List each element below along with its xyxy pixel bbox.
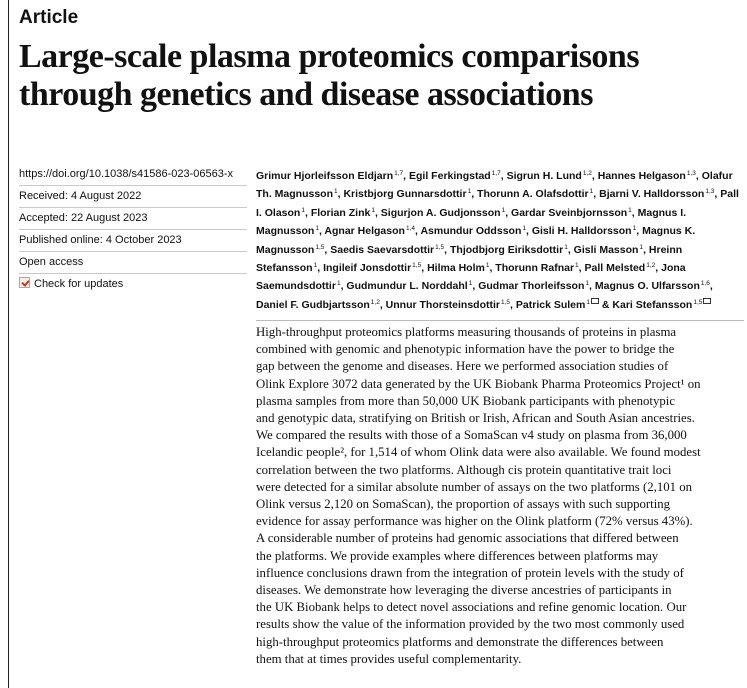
abstract-line: were detected for a similar absolute number of assays on the two platforms (2,101 on	[256, 479, 693, 494]
abstract-line: correlation between the two platforms. Although cis protein quantitative trait loci	[256, 462, 672, 477]
check-for-updates-link[interactable]	[19, 274, 247, 296]
author-name: Pall I. Olason	[256, 188, 739, 219]
author-affiliation: 1,4	[405, 225, 415, 233]
author[interactable]	[574, 244, 643, 256]
author-affiliation: 1,5	[435, 243, 445, 251]
author-affiliation: 1,6	[700, 280, 710, 288]
abstract-line: plasma samples from more than 50,000 UK Biobank participants with phenotypic	[256, 393, 676, 408]
author-name: Kristbjorg Gunnarsdottir	[343, 188, 467, 201]
author-affiliation: 1,2	[582, 170, 592, 177]
author[interactable]	[346, 280, 472, 292]
author-name: Patrick Sulem	[515, 298, 586, 311]
author[interactable]	[477, 188, 593, 200]
author[interactable]	[381, 207, 505, 219]
abstract	[256, 324, 744, 668]
author-affiliation: 1	[315, 225, 319, 233]
author-affiliation: 1	[334, 188, 338, 196]
author-name: Grimur Hjorleifsson Eldjarn	[256, 170, 394, 182]
author-name: Hreinn Stefansson	[256, 243, 683, 275]
author-affiliation: 1,5	[693, 298, 703, 306]
author[interactable]	[495, 262, 578, 274]
abstract-line: the UK Biobank helps to detect novel associations and refine genomic location. Our	[256, 600, 687, 615]
author[interactable]	[585, 262, 656, 274]
author-affiliation: 1	[522, 225, 526, 233]
published-date: Published online: 4 October 2023	[19, 230, 247, 252]
author-name: Gisli H. Halldorsson	[531, 225, 632, 238]
author[interactable]	[595, 280, 710, 292]
author-name: Sigrun H. Lund	[506, 170, 582, 182]
author-name: Saedis Saevarsdottir	[330, 243, 435, 256]
author[interactable]	[598, 170, 696, 182]
author-name: Ingileif Jonsdottir	[323, 262, 412, 275]
author[interactable]	[507, 170, 592, 182]
abstract-line: and genotypic data, stratifying on British or Irish, African and South Asian ancestries.	[256, 411, 695, 426]
author-name: Magnus O. Ulfarsson	[594, 280, 700, 293]
article-type-label: Article	[19, 7, 79, 28]
abstract-line: We compared the results with those of a SomaScan v4 study on plasma from 36,000	[256, 428, 687, 443]
author-name: Gudmundur L. Norddahl	[346, 280, 468, 293]
abstract-line: the platforms. We provide examples where differences between platforms may	[256, 548, 659, 563]
author[interactable]	[420, 225, 526, 237]
author-name: Asmundur Oddsson	[420, 225, 522, 238]
author-name: Magnus K. Magnusson	[256, 225, 696, 256]
abstract-line: High-throughput proteomics platforms measuring thousands of proteins in plasma	[256, 325, 677, 339]
author-list: Grimur Hjorleifsson Eldjarn$^{1,7}$, Egil Ferkingstad$^{1,7}$, Sigrun H. Lund$^{1,2}$, Hannes Helgason$^{1,3}$, Olafur Th. Magnusson$^1$, Kristbjorg Gunnarsdottir$^1$, Thorunn A. Olafsdottir$^1$, Bjarni V. Halldorsson$^{1,3}$, Pall I. Olason$^1$, Florian Zink$^1$, Sigurjon A. Gudjonsson$^1$, Gardar Sveinbjornsson$^1$, Magnus I. Magnusson$^1$, Agnar Helgason$^{1,4}$, Asmundur Oddsson$^1$, Gisli H. Halldorsson$^1$, Magnus K. Magnusson$^{1,5}$, Saedis Saevarsdottir$^{1,5}$, Thjodbjorg Eiriksdottir$^1$, Gisli Masson$^1$, Hreinn Stefansson$^1$, Ingileif Jonsdottir$^{1,5}$, Hilma Holm$^1$, Thorunn Rafnar$^1$, Pall Melsted$^{1,2}$, Jona Saemundsdottir$^1$, Gudmundur L. Norddahl$^1$, Gudmar Thorleifsson$^1$, Magnus O. Ulfarsson$^{1,6}$, Daniel F. Gudbjartsson$^{1,2}$, Unnur Thorsteinsdottir$^{1,5}$, Patrick Sulem$^1$ & Kari Stefansson$^{1,5}$	[256, 170, 739, 311]
accepted-date: Accepted: 22 August 2023	[19, 208, 247, 230]
author[interactable]	[311, 207, 375, 219]
abstract-line: combined with genomic and phenotypic information have the power to bridge the	[256, 342, 675, 357]
author-name: Pall Melsted	[584, 262, 646, 275]
author-affiliation: 1	[485, 262, 490, 270]
email-icon[interactable]	[703, 298, 711, 304]
doi-link[interactable]: https://doi.org/10.1038/s41586-023-06563-x	[19, 164, 247, 186]
author-affiliation: 1,3	[705, 188, 715, 196]
author-name: Bjarni V. Halldorsson	[599, 188, 705, 201]
author[interactable]	[599, 188, 714, 200]
author-affiliation: 1,5	[412, 262, 422, 270]
author-affiliation: 1	[313, 262, 318, 270]
author-affiliation: 1	[467, 188, 472, 196]
author-name: Jona Saemundsdottir	[256, 262, 686, 293]
author-name: Hilma Holm	[427, 262, 485, 275]
author-name: Florian Zink	[310, 206, 371, 219]
author-affiliation: 1	[468, 280, 473, 288]
author-affiliation: 1,3	[686, 170, 696, 177]
author-affiliation: 1	[301, 206, 305, 214]
abstract-line: Icelandic people², for 1,514 of whom Olink data were also available. We found modest	[256, 445, 701, 460]
author-name: Gudmar Thorleifsson	[478, 280, 585, 293]
email-icon[interactable]	[591, 298, 599, 304]
abstract-line: A considerable number of proteins had genomic associations that differed between	[256, 531, 679, 546]
abstract-line: diseases. We demonstrate how leveraging the diverse ancestries of participants in	[256, 583, 672, 598]
author-affiliation: 1,7	[491, 170, 501, 177]
author-name: Sigurjon A. Gudjonsson	[380, 206, 501, 219]
abstract-divider	[256, 320, 744, 321]
author[interactable]	[256, 299, 380, 311]
author[interactable]	[386, 299, 510, 311]
abstract-line: evidence for assay performance was higher on the Olink platform (72% versus 43%).	[256, 514, 693, 529]
author-affiliation: 1	[371, 206, 375, 214]
abstract-line: Olink Explore 3072 data generated by the UK Biobank Pharma Proteomics Project¹ on	[256, 376, 701, 391]
author[interactable]	[324, 225, 415, 237]
author-affiliation: 1	[632, 225, 637, 233]
author-affiliation: 1	[585, 280, 590, 288]
article-metadata	[19, 164, 247, 296]
author[interactable]	[612, 299, 711, 311]
abstract-line: high-throughput proteomics platforms and demonstrate the differences between	[256, 634, 664, 649]
author[interactable]	[343, 188, 471, 200]
author-name: Kari Stefansson	[612, 298, 693, 311]
author-affiliation: 1	[639, 243, 644, 251]
author-name: Gardar Sveinbjornsson	[511, 206, 628, 219]
abstract-line: gap between the genome and diseases. Here we performed association studies of	[256, 359, 669, 374]
article-title	[19, 38, 739, 114]
author[interactable]	[323, 262, 421, 274]
author-affiliation: 1	[628, 206, 632, 214]
author-affiliation: 1,5	[315, 243, 325, 251]
author-name: Olafur Th. Magnusson	[256, 170, 733, 201]
author-name: Magnus I. Magnusson	[256, 206, 687, 238]
author-name: Agnar Helgason	[324, 225, 405, 238]
author-affiliation: 1,2	[646, 262, 656, 270]
author-affiliation: 1	[575, 262, 579, 270]
title-line: through genetics and disease associations	[19, 76, 593, 113]
author-affiliation: 1,5	[501, 298, 511, 306]
author[interactable]	[330, 244, 444, 256]
author-name: Thjodbjorg Eiriksdottir	[450, 243, 564, 256]
author[interactable]	[532, 225, 636, 237]
author-affiliation: 1	[336, 280, 341, 288]
author[interactable]	[409, 170, 501, 182]
abstract-line: influence conclusions drawn from the integration of protein levels with the study of	[256, 565, 684, 580]
author[interactable]	[478, 280, 589, 292]
author[interactable]	[511, 207, 632, 219]
author-affiliation: 1	[586, 298, 590, 306]
abstract-line: them that at times provides useful complementarity.	[256, 651, 522, 666]
author-name: Thorunn Rafnar	[495, 262, 575, 275]
author-name: Thorunn A. Olafsdottir	[477, 188, 589, 201]
left-margin-rule	[8, 0, 9, 688]
author-affiliation: 1,2	[370, 298, 380, 306]
author-name: Hannes Helgason	[597, 170, 686, 182]
title-line: Large-scale plasma proteomics comparisons	[19, 38, 640, 75]
author-affiliation: 1	[501, 206, 506, 214]
author[interactable]	[516, 299, 599, 311]
author-affiliation: 1	[564, 243, 568, 251]
abstract-line: Olink versus 2,120 on SomaScan), the proportion of assays with such supporting	[256, 497, 671, 512]
author-affiliation: 1,7	[394, 170, 404, 177]
author-name: Daniel F. Gudbjartsson	[256, 298, 370, 311]
author[interactable]	[427, 262, 489, 274]
received-date: Received: 4 August 2022	[19, 186, 247, 208]
author[interactable]	[450, 244, 568, 256]
check-for-updates-icon	[19, 277, 30, 288]
abstract-line: results show the value of the information provided by the two most commonly used	[256, 617, 685, 632]
open-access-label: Open access	[19, 252, 247, 274]
author-name: Gisli Masson	[573, 243, 639, 256]
author-name: Unnur Thorsteinsdottir	[385, 298, 500, 311]
author[interactable]	[256, 170, 403, 182]
author-name: Egil Ferkingstad	[409, 170, 491, 182]
check-for-updates-label: Check for updates	[34, 278, 124, 290]
author-affiliation: 1	[589, 188, 594, 196]
